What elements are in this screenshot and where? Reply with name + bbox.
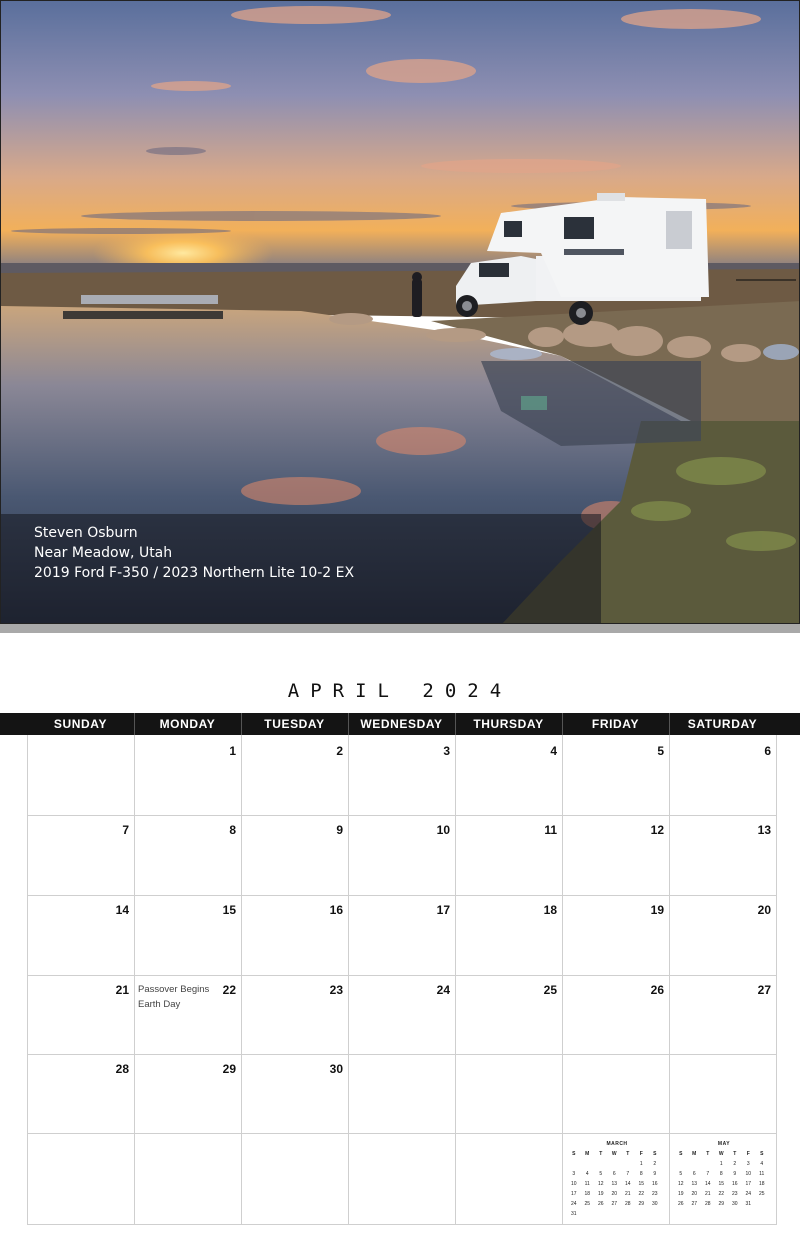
day-cell-number: 14 bbox=[115, 903, 129, 917]
photo-caption bbox=[1, 514, 601, 624]
day-cell-number: 24 bbox=[436, 983, 450, 997]
mini-calendar-weekdays: S M T W T F S bbox=[572, 1151, 657, 1157]
event-passover: Passover Begins bbox=[138, 984, 210, 995]
mini-calendar-week: 1 2 bbox=[639, 1161, 657, 1167]
day-cell-number: 23 bbox=[329, 983, 343, 997]
day-cell-number: 22 bbox=[222, 983, 236, 997]
weekday-header bbox=[0, 713, 800, 735]
event-earth-day: Earth Day bbox=[138, 999, 181, 1010]
mini-calendar-week: 17 18 19 20 21 22 23 bbox=[570, 1191, 658, 1197]
mini-calendar-week: 5 6 7 8 9 10 11 bbox=[679, 1171, 765, 1177]
weekday-sunday: SUNDAY bbox=[53, 717, 108, 731]
day-cell-number: 4 bbox=[550, 744, 557, 758]
day-cell-number: 12 bbox=[650, 823, 664, 837]
photo-bottom-rule bbox=[0, 624, 800, 633]
mini-calendar-week: 31 bbox=[570, 1211, 577, 1217]
day-cell-number: 21 bbox=[115, 983, 129, 997]
day-cell-number: 8 bbox=[229, 823, 236, 837]
mini-calendar-title: MAY bbox=[717, 1141, 731, 1147]
weekday-friday: FRIDAY bbox=[591, 717, 640, 731]
caption-photographer: Steven Osburn bbox=[34, 525, 138, 541]
mini-calendar-may bbox=[674, 1140, 774, 1209]
mini-calendar-weekdays: S M T W T F S bbox=[679, 1151, 764, 1157]
mini-calendar-title: MARCH bbox=[606, 1141, 628, 1147]
day-cell-number: 27 bbox=[757, 983, 771, 997]
day-cell-number: 11 bbox=[544, 823, 557, 837]
caption-rig: 2019 Ford F-350 / 2023 Northern Lite 10-2 EX bbox=[34, 565, 355, 581]
day-cell-number: 29 bbox=[222, 1062, 236, 1076]
day-cell-number: 5 bbox=[657, 744, 664, 758]
day-cell-number: 19 bbox=[650, 903, 664, 917]
day-cell-number: 26 bbox=[650, 983, 664, 997]
day-cell-number: 28 bbox=[115, 1062, 129, 1076]
day-cell-number: 18 bbox=[543, 903, 557, 917]
caption-location: Near Meadow, Utah bbox=[34, 545, 173, 561]
calendar-grid bbox=[0, 735, 800, 1225]
weekday-tuesday: TUESDAY bbox=[264, 717, 325, 731]
mini-calendar-week: 12 13 14 15 16 17 18 bbox=[677, 1181, 765, 1187]
mini-calendar-week: 19 20 21 22 23 24 25 bbox=[677, 1191, 765, 1197]
day-cell-number: 20 bbox=[757, 903, 771, 917]
day-cell-number: 25 bbox=[543, 983, 557, 997]
day-cell-number: 30 bbox=[329, 1062, 343, 1076]
mini-calendar-week: 1 2 3 4 bbox=[719, 1161, 764, 1167]
day-cell-number: 3 bbox=[443, 744, 450, 758]
day-cell-number: 1 bbox=[229, 744, 236, 758]
weekday-wednesday: WEDNESDAY bbox=[360, 717, 443, 731]
weekday-saturday: SATURDAY bbox=[687, 717, 758, 731]
day-cell-number: 16 bbox=[329, 903, 343, 917]
mini-calendar-week: 26 27 28 29 30 31 bbox=[677, 1201, 752, 1207]
month-title: APRIL 2024 bbox=[287, 680, 513, 702]
weekday-thursday: THURSDAY bbox=[473, 717, 544, 731]
day-cell-number: 2 bbox=[336, 744, 343, 758]
day-cell-number: 15 bbox=[222, 903, 236, 917]
day-cell-number: 10 bbox=[436, 823, 450, 837]
mini-calendar-week: 24 25 26 27 28 29 30 bbox=[570, 1201, 658, 1207]
day-cell-number: 7 bbox=[122, 823, 129, 837]
day-cell-number: 9 bbox=[336, 823, 343, 837]
day-cell-number: 17 bbox=[436, 903, 450, 917]
day-cell-number: 6 bbox=[764, 744, 771, 758]
mini-calendar-march bbox=[567, 1140, 667, 1219]
day-cell-number: 13 bbox=[757, 823, 771, 837]
mini-calendar-week: 3 4 5 6 7 8 9 bbox=[572, 1171, 657, 1177]
mini-calendar-week: 10 11 12 13 14 15 16 bbox=[570, 1181, 658, 1187]
hero-photo bbox=[0, 0, 800, 624]
weekday-monday: MONDAY bbox=[159, 717, 216, 731]
